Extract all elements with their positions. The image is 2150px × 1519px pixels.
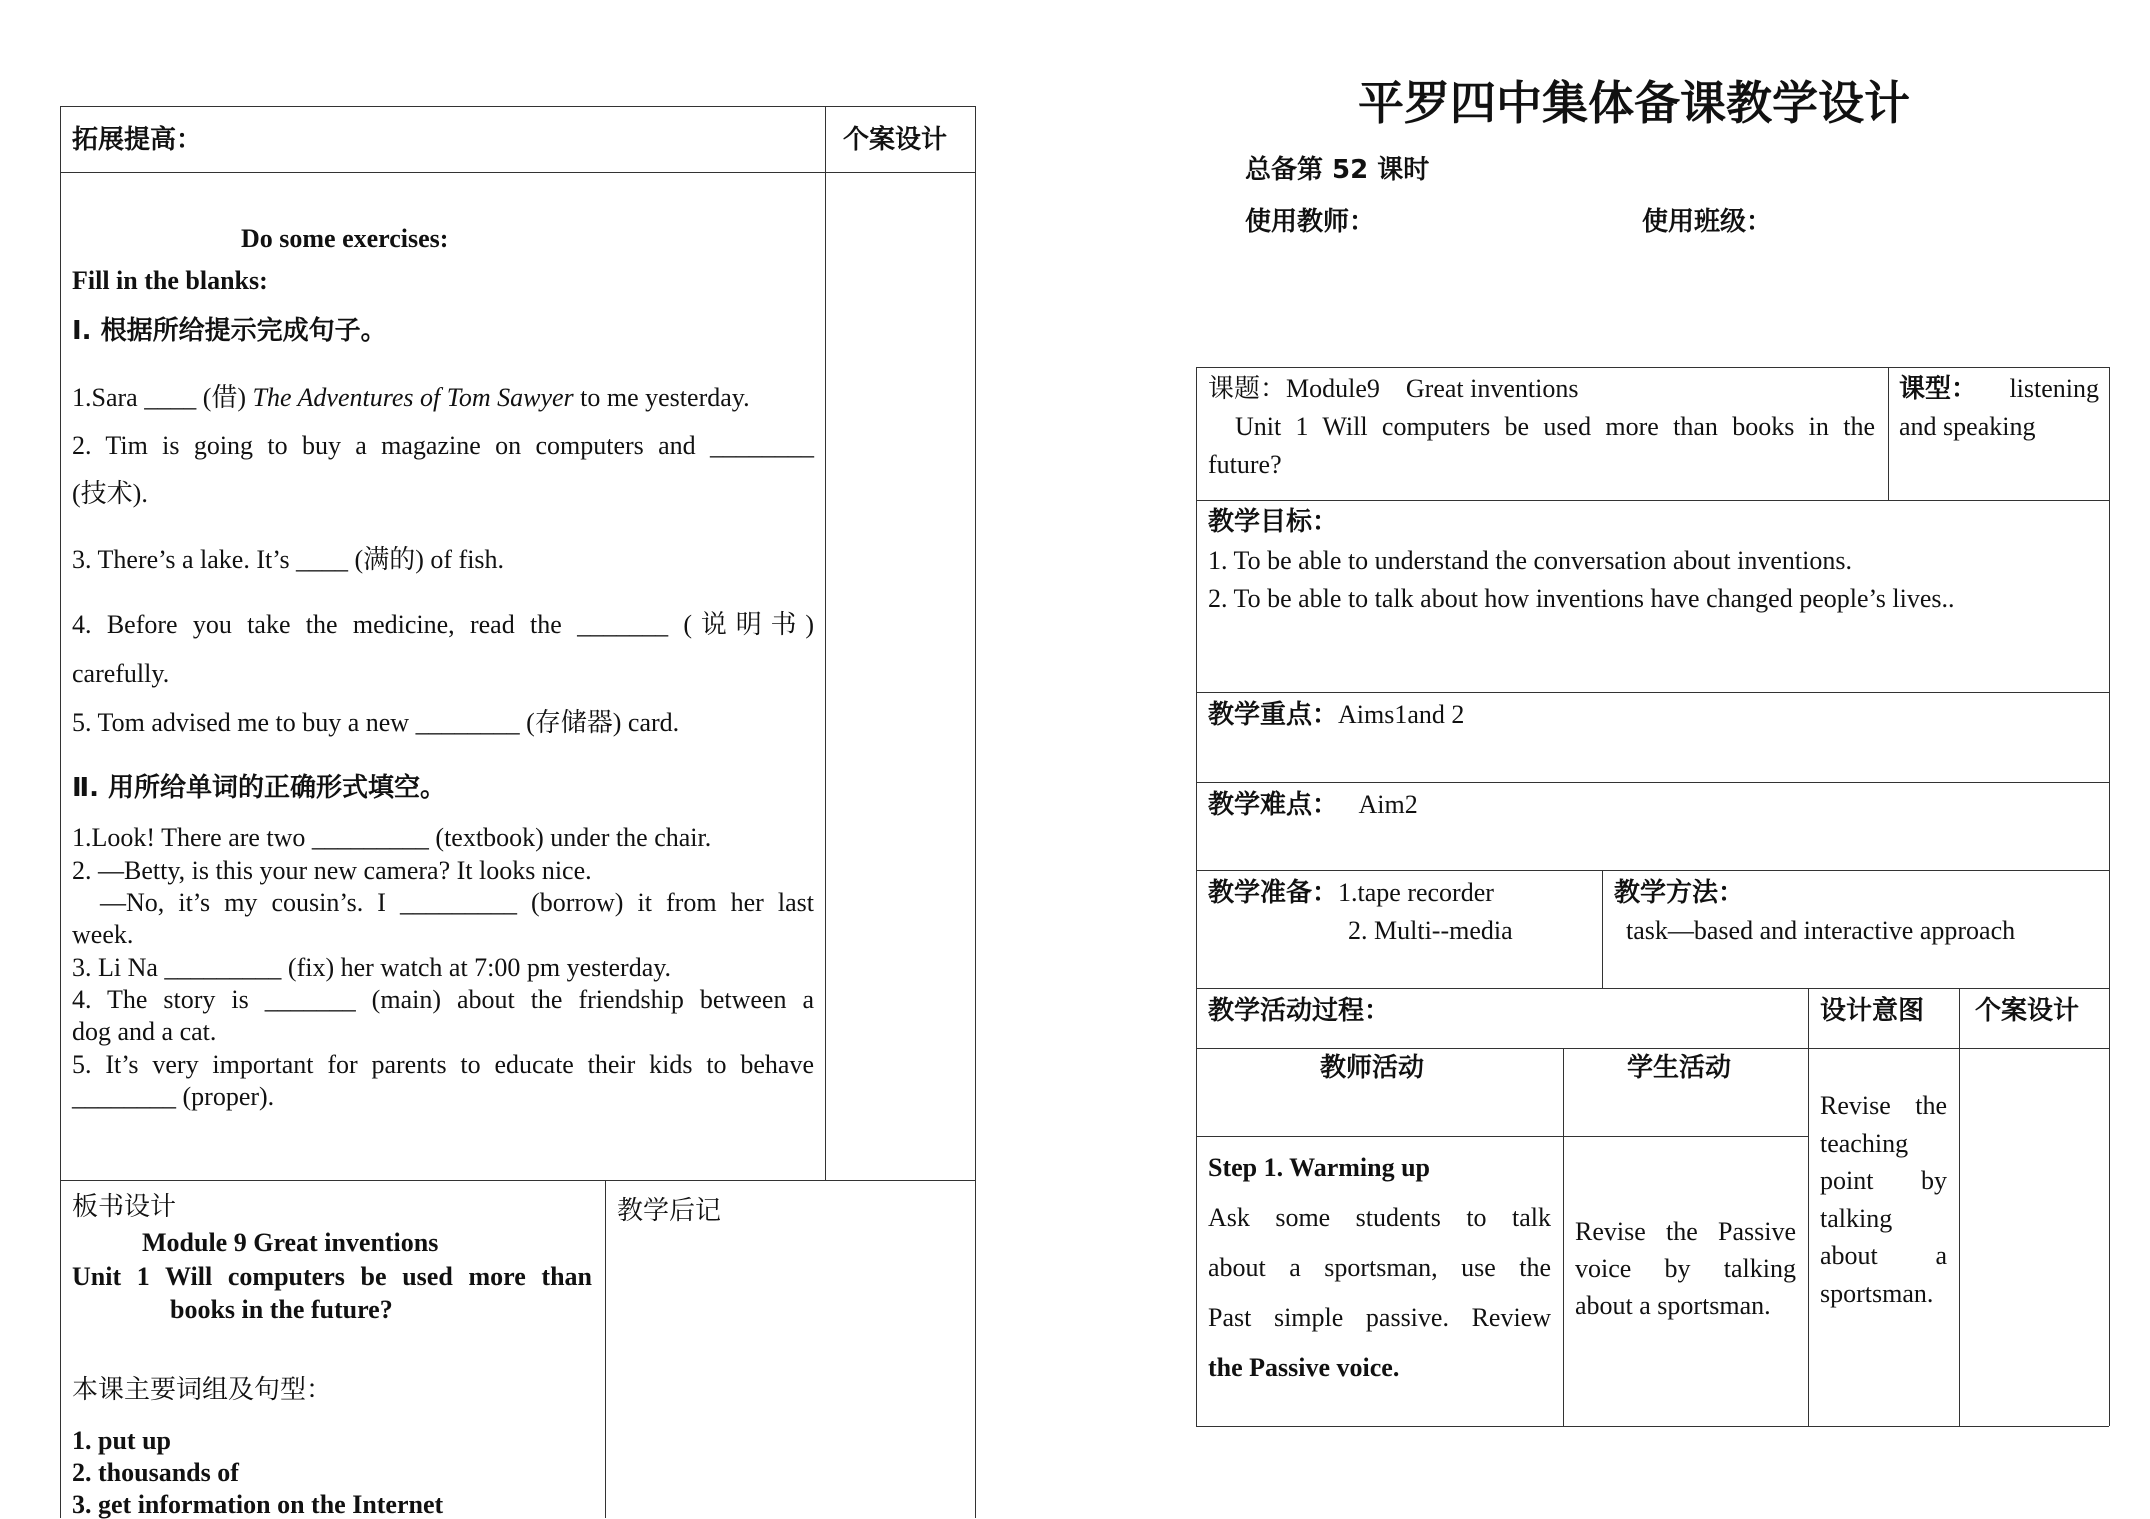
- part2-item-1: 1.Look! There are two _________ (textbook) under the chair.: [72, 823, 712, 852]
- part2-item-5-line1: 5. It’s very important for parents to educate their kids to behave: [72, 1050, 814, 1079]
- key-phrase-3: 3. get information on the Internet: [72, 1490, 444, 1519]
- part1-title: Ⅰ. 根据所给提示完成句子。: [72, 316, 387, 346]
- key-points: 教学重点：Aims1and 2: [1208, 700, 1465, 730]
- board-module: Module 9 Great inventions: [142, 1228, 439, 1257]
- process-label: 教学活动过程：: [1208, 996, 1391, 1026]
- intent-line-3: point by: [1820, 1166, 1947, 1195]
- part2-item-2-line3: week.: [72, 920, 134, 949]
- school-title: 平罗四中集体备课教学设计: [1358, 76, 1910, 130]
- topic-unit-line1: Unit 1 Will computers be used more than books in the: [1235, 412, 1875, 441]
- student-line-3: about a sportsman.: [1575, 1291, 1771, 1320]
- part1-item-5: 5. Tom advised me to buy a new ________ (存储器) card.: [72, 708, 680, 737]
- part1-item-1: 1.Sara ____ (借) The Adventures of Tom Sawyer to me yesterday.: [72, 383, 750, 412]
- intent-line-6: sportsman.: [1820, 1279, 1934, 1308]
- topic-unit-line2: future?: [1208, 450, 1282, 479]
- part1-item-2-line1: 2. Tim is going to buy a magazine on computers and ________: [72, 431, 814, 460]
- methods-value: task—based and interactive approach: [1626, 916, 2016, 945]
- board-unit-line2: books in the future?: [170, 1295, 393, 1324]
- student-line-1: Revise the Passive: [1575, 1217, 1796, 1246]
- part2-title: Ⅱ. 用所给单词的正确形式填空。: [72, 773, 447, 803]
- design-intent-header: 设计意图: [1820, 996, 1925, 1026]
- key-phrase-2: 2. thousands of: [72, 1458, 239, 1487]
- part2-item-4-line2: dog and a cat.: [72, 1017, 217, 1046]
- objective-2: 2. To be able to talk about how inventions have changed people’s lives..: [1208, 584, 1955, 613]
- preparation-item-2: 2. Multi--media: [1348, 916, 1513, 945]
- part1-item-3: 3. There’s a lake. It’s ____ (满的) of fish.: [72, 545, 505, 574]
- teacher-label: 使用教师：: [1245, 207, 1376, 237]
- part2-item-2-line1: 2. —Betty, is this your new camera? It looks nice.: [72, 856, 592, 885]
- step1-line-1: Ask some students to talk: [1208, 1203, 1551, 1232]
- intent-line-2: teaching: [1820, 1129, 1909, 1158]
- case-design-header-right: 个案设计: [1975, 996, 2080, 1026]
- student-activity-header: 学生活动: [1627, 1053, 1732, 1083]
- class-label: 使用班级：: [1642, 207, 1773, 237]
- preparation: 教学准备：1.tape recorder: [1208, 878, 1494, 908]
- extension-header-label: 拓展提高：: [72, 125, 203, 155]
- part2-item-4-line1: 4. The story is _______ (main) about the friendship between a: [72, 985, 814, 1014]
- lesson-number: 总备第 52 课时: [1245, 155, 1430, 185]
- case-design-header: 个案设计: [843, 125, 948, 155]
- part2-item-3: 3. Li Na _________ (fix) her watch at 7:00 pm yesterday.: [72, 953, 672, 982]
- student-line-2: voice by talking: [1575, 1254, 1796, 1283]
- part1-item-4-line1: 4. Before you take the medicine, read the _______ (说明书): [72, 610, 814, 639]
- exercise-title: Do some exercises:: [241, 224, 449, 253]
- objective-1: 1. To be able to understand the conversation about inventions.: [1208, 546, 1852, 575]
- intent-line-5: about a: [1820, 1241, 1947, 1270]
- part2-item-5-line2: ________ (proper).: [72, 1082, 275, 1111]
- step1-title: Step 1. Warming up: [1208, 1153, 1431, 1182]
- lesson-type: 课型： listening: [1899, 374, 2099, 404]
- intent-line-4: talking: [1820, 1204, 1893, 1233]
- lesson-type-line2: and speaking: [1899, 412, 2036, 441]
- part2-item-2-line2: —No, it’s my cousin’s. I _________ (borrow) it from her last: [100, 888, 814, 917]
- step1-line-2: about a sportsman, use the: [1208, 1253, 1551, 1282]
- objectives-label: 教学目标：: [1208, 507, 1339, 537]
- intent-line-1: Revise the: [1820, 1091, 1947, 1120]
- exercise-subtitle: Fill in the blanks:: [72, 266, 268, 295]
- difficulties: 教学难点： Aim2: [1208, 790, 1418, 820]
- step1-line-3: Past simple passive. Review: [1208, 1303, 1551, 1332]
- teacher-activity-header: 教师活动: [1320, 1053, 1425, 1083]
- part1-item-2-line2: (技术).: [72, 479, 148, 508]
- board-design-label: 板书设计: [72, 1192, 177, 1222]
- teaching-postscript-label: 教学后记: [617, 1196, 722, 1226]
- step1-line-4: the Passive voice.: [1208, 1353, 1400, 1382]
- key-phrase-1: 1. put up: [72, 1426, 171, 1455]
- methods-label: 教学方法：: [1614, 878, 1745, 908]
- key-phrases-title: 本课主要词组及句型：: [72, 1375, 333, 1405]
- board-unit-line1: Unit 1 Will computers be used more than: [72, 1262, 592, 1291]
- part1-item-4-line2: carefully.: [72, 659, 170, 688]
- topic-line: 课题：Module9 Great inventions: [1208, 374, 1579, 404]
